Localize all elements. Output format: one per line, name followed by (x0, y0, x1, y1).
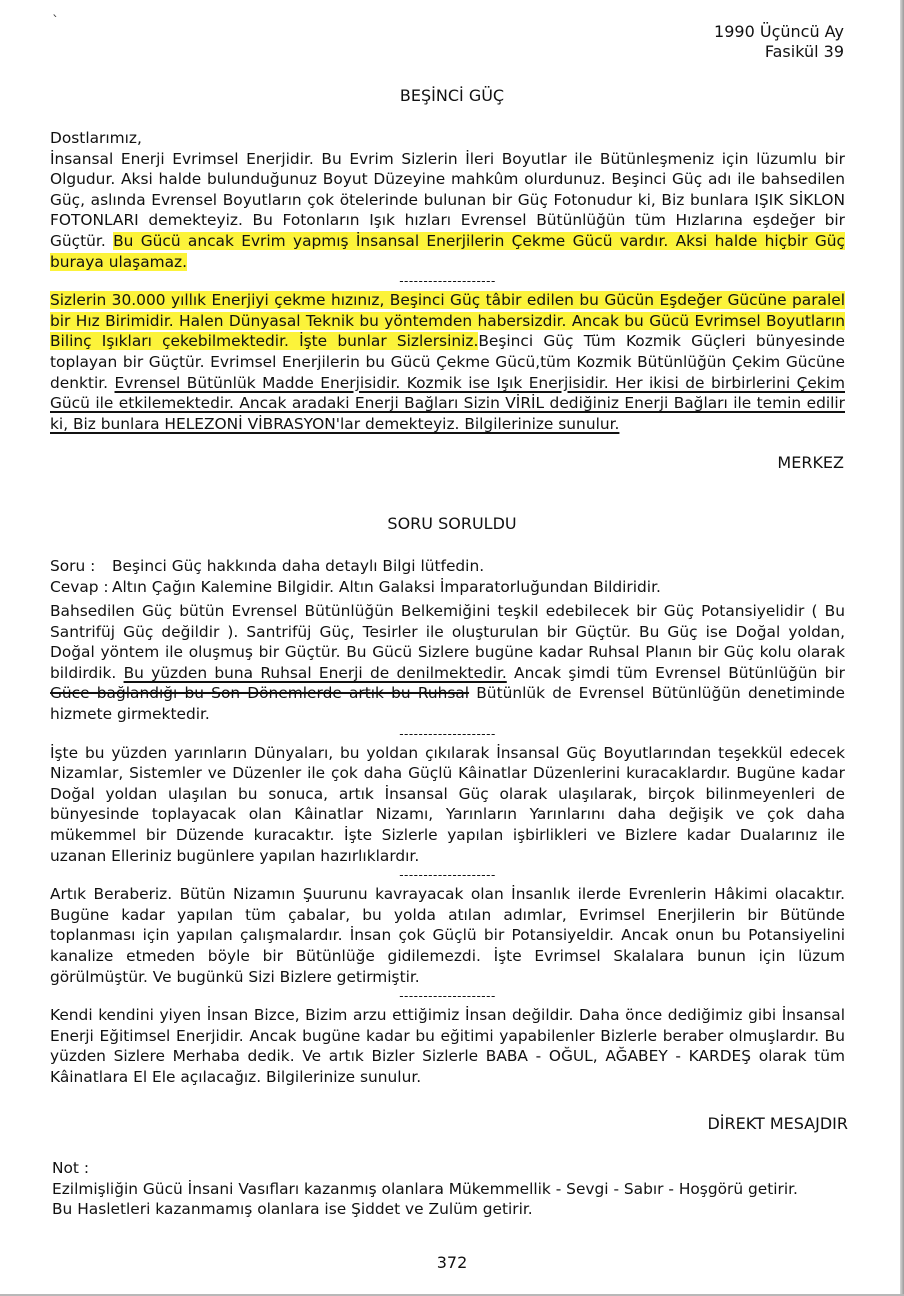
separator: -------------------- (399, 989, 496, 1004)
page-number: 372 (436, 1253, 468, 1272)
paragraph-5: Artık Beraberiz. Bütün Nizamın Şuurunu kavrayacak olan İnsanlık ilerde Evrenlerin Hâkimi olacaktır. Bugüne kadar yapılan tüm çabalar, bu yolda atılan adımlar, Evrimsel Enerjilerin bir Bütünde toplanması için yapılan çalışmalardır. İnsan çok Güçlü bir Potansiyeldir. Ancak onun bu Potansiyelini kanalize etmeden böyle bir Bütünlüğe gidilemezdi. İşte Evrimsel Skalalara bunun için lüzum görülmüştür. Ve bugünkü Sizi Bizlere getirmiştir. (50, 885, 845, 986)
note-line-2: Bu Hasletleri kazanmamış olanlara ise Şiddet ve Zulüm getirir. (52, 1200, 533, 1219)
separator: -------------------- (399, 274, 496, 289)
signature-direkt-mesaj: DİREKT MESAJDIR (707, 1114, 848, 1133)
page-edge (900, 0, 904, 1296)
message-direkt (50, 601, 845, 1087)
paragraph-1 (50, 149, 845, 273)
signature-merkez: MERKEZ (777, 453, 844, 472)
paragraph-2-text: Beşinci Güç Tüm Kozmik Güçleri bünyesinde toplayan bir Güçtür. Evrimsel Enerjilerin bu Gücü Çekme Gücü,tüm Kozmik Bütünlüğün Çekim Gücüne denktir. (50, 332, 845, 392)
title-soru-soruldu: SORU SORULDU (387, 514, 517, 533)
separator: -------------------- (399, 726, 496, 741)
paragraph-6: Kendi kendini yiyen İnsan Bizce, Bizim arzu ettiğimiz İnsan değildir. Daha önce dediğimiz gibi İnsansal Enerji Eğitimsel Enerjidir. Ancak bugüne kadar bu eğitimi yapabilenler Bizlerle beraber olmuşlardır. Bu yüzden Sizlere Merhaba dedik. Ve artık Bizler Sizlerle BABA - OĞUL, AĞABEY - KARDEŞ olarak tüm Kâinatlara El Ele açılacağız. Bilgilerinize sunulur. (50, 1006, 845, 1086)
underlined-text-2: Bu yüzden buna Ruhsal Enerji de denilmektedir. (123, 663, 507, 682)
issue-date: 1990 Üçüncü Ay (714, 22, 844, 41)
answer-label: Cevap : (50, 578, 109, 596)
answer-text: Altın Çağın Kalemine Bilgidir. Altın Galaksi İmparatorluğundan Bildiridir. (112, 578, 661, 596)
paragraph-3-text-c: Bütünlük de Evrensel Bütünlüğün denetiminde hizmete girmektedir. (50, 684, 845, 723)
paragraph-3-text-b: Ancak şimdi tüm Evrensel Bütünlüğün bir (506, 663, 846, 682)
paragraph-3 (50, 601, 845, 725)
highlighted-text-1: Bu Gücü ancak Evrim yapmış İnsansal Enerjilerin Çekme Gücü vardır. Aksi halde hiçbir Güç buraya ulaşamaz. (50, 231, 845, 271)
paragraph-3-text-a: Bahsedilen Güç bütün Evrensel Bütünlüğün Belkemiğini teşkil edebilecek bir Güç Potansiyelidir ( Bu Santrifüj Güç değildir ). Santrifüj Güç, Tesirler ile oluşturulan bir Güçtür. Bu Güç ise Doğal yoldan, Doğal yöntem ile oluşmuş bir Güçtür. Bu Gücü Sizlere bugüne kadar Ruhsal Planın bir Güç kolu olarak bildirdik. (50, 602, 845, 682)
note-line-1: Ezilmişliğin Gücü İnsani Vasıfları kazanmış olanlara Mükemmellik - Sevgi - Sabır - Hoşgörü getirir. (52, 1179, 798, 1198)
struck-text: Güce bağlandığı bu Son Dönemlerde artık bu Ruhsal (50, 684, 470, 703)
corner-mark: ` (52, 14, 59, 30)
separator: -------------------- (399, 868, 496, 883)
paragraph-2 (50, 290, 845, 434)
issue-header (714, 22, 844, 62)
question-line (50, 556, 845, 577)
title-besinci-guc: BEŞİNCİ GÜÇ (399, 86, 505, 105)
greeting: Dostlarımız, (50, 129, 142, 147)
paragraph-4: İşte bu yüzden yarınların Dünyaları, bu yoldan çıkılarak İnsansal Güç Boyutlarından teşekkül edecek Nizamlar, Sistemler ve Düzenler ile çok daha Güçlü Kâinatlar Düzenlerini kuracaklardır. Bugüne kadar Doğal yoldan ulaşılan bu sonuca, artık İnsansal Güç olarak ulaşılarak, birçok bilinmeyenleri de bünyesinde toplayacak olan Kâinatlar Nizamı, Yarınların Yarınlarını daha değişik ve çok daha mükemmel bir Düzende kuracaktır. İşte Sizlerle yapılan işbirlikleri ve Bizlere kadar Dualarınız ile uzanan Elleriniz bugünlere yapılan hazırlıklardır. (50, 743, 845, 865)
answer-line (50, 577, 845, 598)
question-label: Soru : (50, 557, 96, 575)
message-merkez (50, 128, 845, 434)
note-label: Not : (52, 1159, 90, 1177)
issue-fascicle: Fasikül 39 (764, 42, 844, 61)
highlighted-text-2: Sizlerin 30.000 yıllık Enerjiyi çekme hızınız, Beşinci Güç tâbir edilen bu Gücün Eşdeğer Gücüne paralel bir Hız Birimidir. Halen Dünyasal Teknik bu yöntemden habersizdir. Ancak bu Gücü Evrimsel Boyutların Bilinç Işıkları çekebilmektedir. İşte bunlar Sizlersiniz. (50, 291, 845, 351)
underlined-text-1: Evrensel Bütünlük Madde Enerjisidir. Kozmik ise Işık Enerjisidir. Her ikisi de birbirlerini Çekim Gücü ile etkilemektedir. Ancak aradaki Enerji Bağları Sizin VİRİL dediğiniz Enerji Bağları ile temin edilir ki, Biz bunlara HELEZONİ VİBRASYON'lar demekteyiz. Bilgilerinize sunulur. (50, 373, 845, 433)
note-section (52, 1158, 847, 1220)
question-text: Beşinci Güç hakkında daha detaylı Bilgi lütfedin. (112, 557, 485, 575)
question-answer (50, 556, 845, 598)
paragraph-1-text: İnsansal Enerji Evrimsel Enerjidir. Bu Evrim Sizlerin İleri Boyutlar ile Bütünleşmeniz için lüzumlu bir Olgudur. Aksi halde bulunduğunuz Boyut Düzeyine mahkûm olurdunuz. Beşinci Güç adı ile bahsedilen Güç, aslında Evrensel Boyutların çok ötelerinde bulunan bir Güç Fotonudur ki, Biz bunlara IŞIK SİKLON FOTONLARI demekteyiz. Bu Fotonların Işık hızları Evrensel Bütünlüğün tüm Hızlarına eşdeğer bir Güçtür. (50, 149, 845, 250)
